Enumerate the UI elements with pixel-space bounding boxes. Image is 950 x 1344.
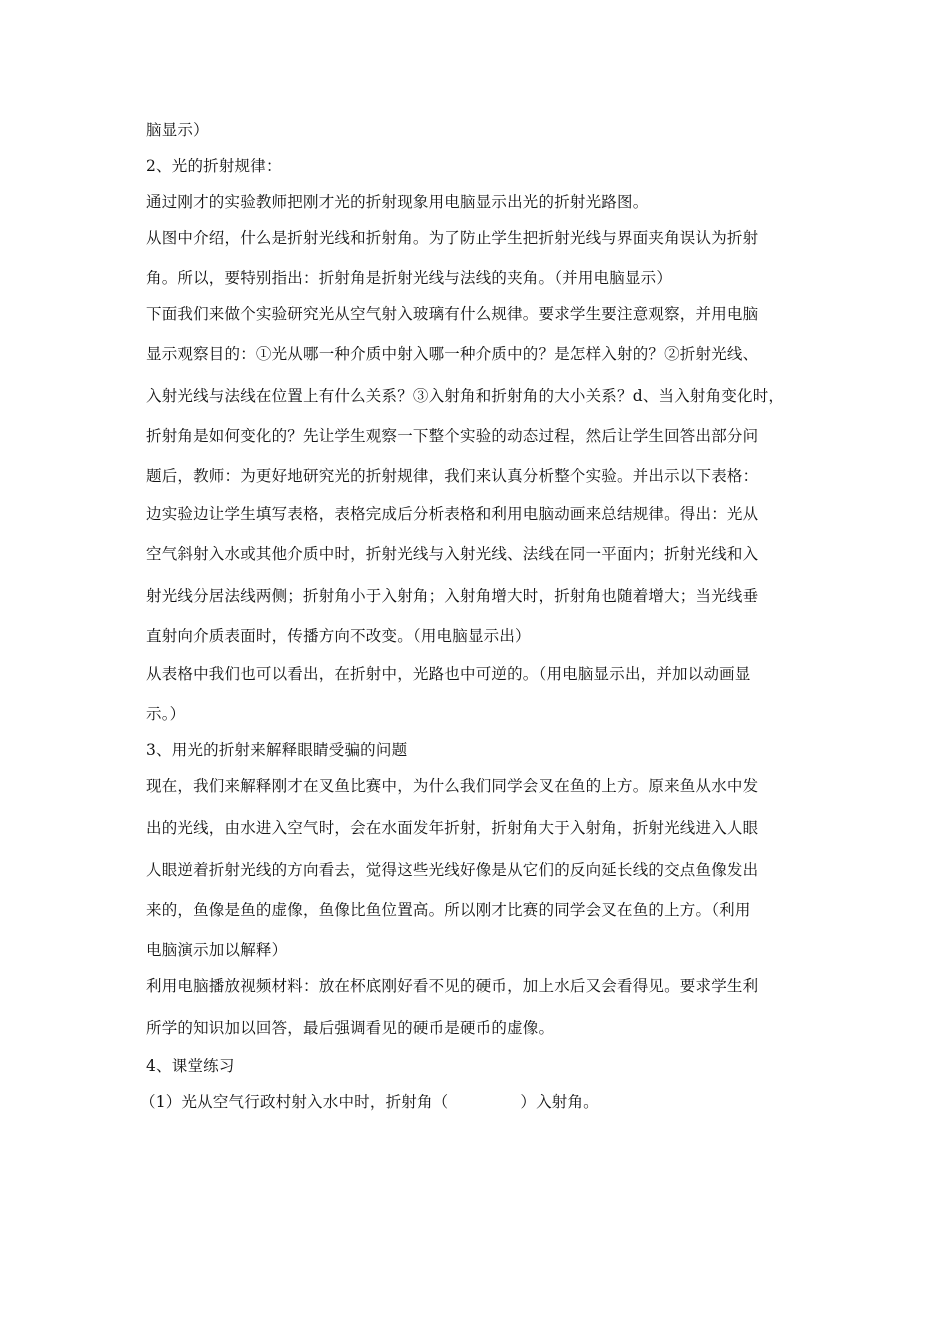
text-line: 边实验边让学生填写表格，表格完成后分析表格和利用电脑动画来总结规律。得出：光从 — [146, 505, 759, 523]
text-line: 下面我们来做个实验研究光从空气射入玻璃有什么规律。要求学生要注意观察，并用电脑 — [146, 305, 759, 323]
text-line: 角。所以，要特别指出：折射角是折射光线与法线的夹角。（并用电脑显示） — [146, 269, 673, 287]
text-line: 来的，鱼像是鱼的虚像，鱼像比鱼位置高。所以刚才比赛的同学会叉在鱼的上方。（利用 — [146, 901, 751, 919]
text-line: 出的光线，由水进入空气时，会在水面发年折射，折射角大于入射角，折射光线进入人眼 — [146, 819, 759, 837]
exercise-question-end: ）入射角。 — [520, 1093, 599, 1111]
exercise-question-start: （1）光从空气行政村射入水中时，折射角（ — [140, 1093, 449, 1111]
exercise-question — [140, 1092, 599, 1112]
text-line: 空气斜射入水或其他介质中时，折射光线与入射光线、法线在同一平面内；折射光线和入 — [146, 545, 759, 563]
text-line: 所学的知识加以回答，最后强调看见的硬币是硬币的虚像。 — [146, 1019, 555, 1037]
text-line: 入射光线与法线在位置上有什么关系？③入射角和折射角的大小关系？d、当入射角变化时， — [146, 387, 785, 405]
section-heading: 4、课堂练习 — [146, 1057, 235, 1075]
text-line: 从图中介绍，什么是折射光线和折射角。为了防止学生把折射光线与界面夹角误认为折射 — [146, 229, 759, 247]
section-heading: 2、光的折射规律： — [146, 157, 282, 175]
text-line: 折射角是如何变化的？先让学生观察一下整个实验的动态过程，然后让学生回答出部分问 — [146, 427, 759, 445]
text-line: 电脑演示加以解释） — [146, 941, 288, 959]
text-line: 射光线分居法线两侧；折射角小于入射角；入射角增大时，折射角也随着增大；当光线垂 — [146, 587, 759, 605]
text-line: 直射向介质表面时，传播方向不改变。（用电脑显示出） — [146, 627, 531, 645]
text-line: 题后，教师：为更好地研究光的折射规律，我们来认真分析整个实验。并出示以下表格： — [146, 467, 759, 485]
text-line: 脑显示） — [146, 121, 209, 139]
text-line: 示。） — [146, 705, 186, 723]
text-line: 通过刚才的实验教师把刚才光的折射现象用电脑显示出光的折射光路图。 — [146, 193, 649, 211]
text-line: 从表格中我们也可以看出，在折射中，光路也中可逆的。（用电脑显示出，并加以动画显 — [146, 665, 751, 683]
text-line: 显示观察目的：①光从哪一种介质中射入哪一种介质中的？是怎样入射的？②折射光线、 — [146, 345, 759, 363]
section-heading: 3、用光的折射来解释眼睛受骗的问题 — [146, 741, 408, 759]
text-line: 人眼逆着折射光线的方向看去，觉得这些光线好像是从它们的反向延长线的交点鱼像发出 — [146, 861, 759, 879]
text-line: 现在，我们来解释刚才在叉鱼比赛中，为什么我们同学会叉在鱼的上方。原来鱼从水中发 — [146, 777, 759, 795]
text-line: 利用电脑播放视频材料：放在杯底刚好看不见的硬币，加上水后又会看得见。要求学生利 — [146, 977, 759, 995]
